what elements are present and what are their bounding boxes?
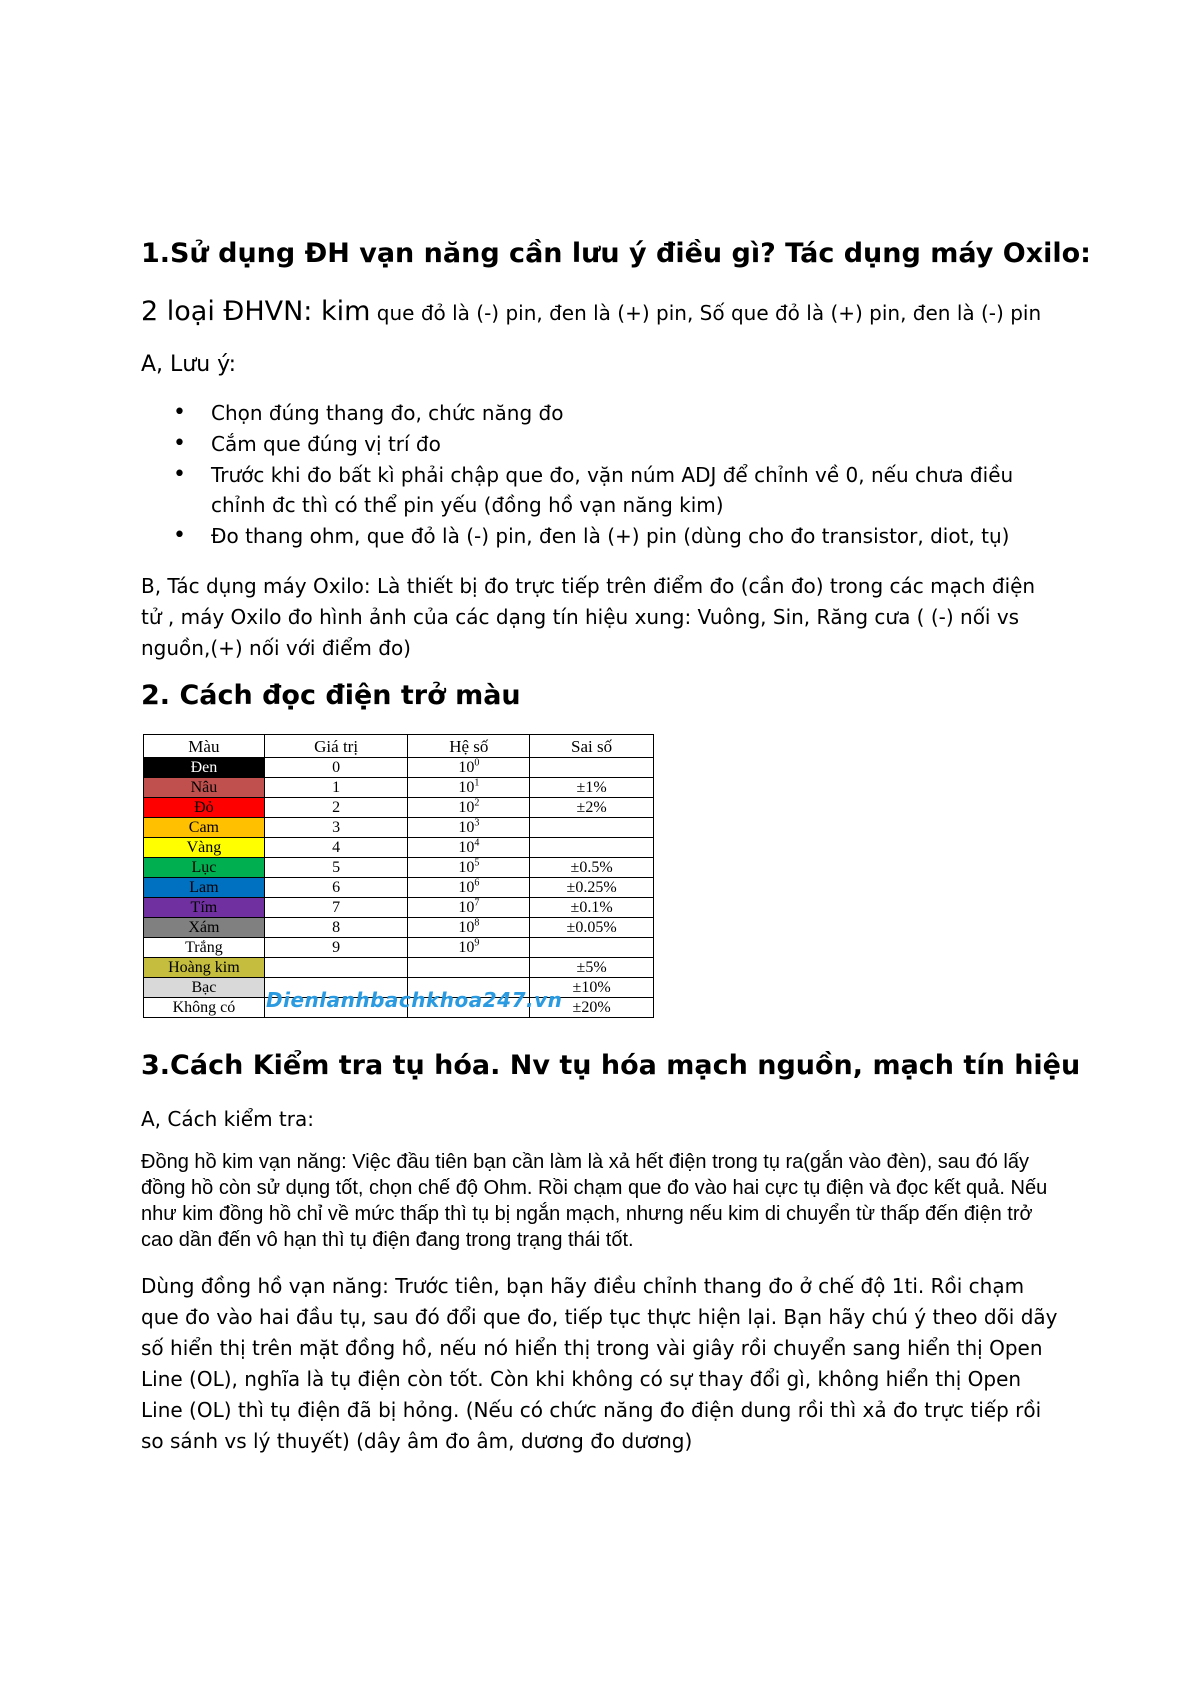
tolerance-cell: ±0.1% xyxy=(530,898,654,918)
table-row xyxy=(144,918,654,938)
color-cell: Nâu xyxy=(144,778,265,798)
multimeter-types-lead: 2 loại ĐHVN: kim xyxy=(141,296,371,327)
value-cell: 3 xyxy=(264,818,408,838)
value-cell: 8 xyxy=(264,918,408,938)
color-cell: Tím xyxy=(144,898,265,918)
color-cell: Lục xyxy=(144,858,265,878)
section-3-heading: 3.Cách Kiểm tra tụ hóa. Nv tụ hóa mạch nguồn, mạch tín hiệu xyxy=(141,1050,1081,1081)
multimeter-types-detail: que đỏ là (-) pin, đen là (+) pin, Số que đỏ là (+) pin, đen là (-) pin xyxy=(370,301,1042,325)
digital-meter-paragraph: Dùng đồng hồ vạn năng: Trước tiên, bạn hãy điều chỉnh thang đo ở chế độ 1ti. Rồi chạm que đo vào hai đầu tụ, sau đó đổi que đo, tiếp tục thực hiện lại. Bạn hãy chú ý theo dõi dãy số hiển thị trên mặt đồng hồ, nếu nó hiển thị trong vài giây rồi chuyển sang hiển thị Open Line (OL), nghĩa là tụ điện còn tốt. Còn khi không có sự thay đổi gì, không hiển thị Open Line (OL) thì tụ điện đã bị hỏng. (Nếu có chức năng đo điện dung rồi thì xả đo trực tiếp rồi so sánh vs lý thuyết) (dây âm đo âm, dương đo dương) xyxy=(141,1274,1058,1453)
notes-heading: A, Lưu ý: xyxy=(141,352,237,377)
multiplier-cell xyxy=(408,798,530,818)
tolerance-cell xyxy=(530,818,654,838)
tolerance-cell: ±0.5% xyxy=(530,858,654,878)
value-cell: 2 xyxy=(264,798,408,818)
multiplier-cell xyxy=(408,858,530,878)
value-cell: 7 xyxy=(264,898,408,918)
multiplier-cell xyxy=(408,818,530,838)
multiplier-base: 10 xyxy=(458,799,475,816)
oscilloscope-paragraph: B, Tác dụng máy Oxilo: Là thiết bị đo trực tiếp trên điểm đo (cần đo) trong các mạch điện tử , máy Oxilo đo hình ảnh của các dạng tín hiệu xung: Vuông, Sin, Răng cưa ( (-) nối vs nguồn,(+) nối với điểm đo) xyxy=(141,574,1036,660)
multiplier-cell xyxy=(408,878,530,898)
header-value: Giá trị xyxy=(264,735,408,758)
header-tolerance: Sai số xyxy=(530,735,654,758)
multiplier-cell xyxy=(408,938,530,958)
multiplier-base: 10 xyxy=(458,819,475,836)
multiplier-base: 10 xyxy=(458,839,475,856)
tolerance-cell xyxy=(530,838,654,858)
tolerance-cell xyxy=(530,758,654,778)
header-multiplier: Hệ số xyxy=(408,735,530,758)
color-cell: Lam xyxy=(144,878,265,898)
tolerance-cell: ±10% xyxy=(530,978,654,998)
tolerance-cell: ±20% xyxy=(530,998,654,1018)
tolerance-cell: ±1% xyxy=(530,778,654,798)
header-color: Màu xyxy=(144,735,265,758)
table-row xyxy=(144,798,654,818)
multiplier-exponent: 2 xyxy=(474,797,480,809)
tolerance-cell xyxy=(530,938,654,958)
value-cell: 9 xyxy=(264,938,408,958)
value-cell: 6 xyxy=(264,878,408,898)
list-item: • Cắm que đúng vị trí đo xyxy=(141,429,1061,459)
list-item: • Chọn đúng thang đo, chức năng đo xyxy=(141,398,1061,428)
multiplier-cell xyxy=(408,778,530,798)
multiplier-cell xyxy=(408,758,530,778)
color-cell: Trắng xyxy=(144,938,265,958)
multiplier-cell xyxy=(408,958,530,978)
tolerance-cell: ±5% xyxy=(530,958,654,978)
multiplier-cell xyxy=(408,898,530,918)
multiplier-base: 10 xyxy=(458,859,475,876)
table-row xyxy=(144,958,654,978)
tolerance-cell: ±0.25% xyxy=(530,878,654,898)
multiplier-exponent: 7 xyxy=(474,897,480,909)
value-cell: 5 xyxy=(264,858,408,878)
table-row xyxy=(144,838,654,858)
multiplier-base: 10 xyxy=(458,899,475,916)
color-cell: Cam xyxy=(144,818,265,838)
multiplier-base: 10 xyxy=(458,779,475,796)
multiplier-base: 10 xyxy=(458,939,475,956)
check-method-heading: A, Cách kiểm tra: xyxy=(141,1107,314,1131)
value-cell xyxy=(264,958,408,978)
multiplier-base: 10 xyxy=(458,759,475,776)
list-item: • Trước khi đo bất kì phải chập que đo, vặn núm ADJ để chỉnh về 0, nếu chưa điều chỉnh đc thì có thể pin yếu (đồng hồ vạn năng kim) xyxy=(141,460,1061,520)
section-1-heading: 1.Sử dụng ĐH vạn năng cần lưu ý điều gì? Tác dụng máy Oxilo: xyxy=(141,238,1091,269)
table-header-row xyxy=(144,735,654,758)
notes-list xyxy=(141,398,1061,552)
color-cell: Đen xyxy=(144,758,265,778)
multiplier-exponent: 9 xyxy=(474,937,480,949)
color-cell: Xám xyxy=(144,918,265,938)
tolerance-cell: ±2% xyxy=(530,798,654,818)
value-cell: 1 xyxy=(264,778,408,798)
color-cell: Vàng xyxy=(144,838,265,858)
color-cell: Bạc xyxy=(144,978,265,998)
table-row xyxy=(144,758,654,778)
color-cell: Hoàng kim xyxy=(144,958,265,978)
multiplier-exponent: 4 xyxy=(474,837,480,849)
table-row xyxy=(144,778,654,798)
resistor-color-table xyxy=(143,734,654,1028)
watermark: Dienlanhbachkhoa247.vn xyxy=(266,988,563,1012)
multiplier-exponent: 0 xyxy=(474,757,480,769)
multiplier-exponent: 3 xyxy=(474,817,480,829)
multimeter-types-line xyxy=(141,296,1041,327)
multiplier-cell xyxy=(408,838,530,858)
table-row xyxy=(144,858,654,878)
list-item: • Đo thang ohm, que đỏ là (-) pin, đen là (+) pin (dùng cho đo transistor, diot, tụ) xyxy=(141,521,1061,551)
multiplier-base: 10 xyxy=(458,919,475,936)
multiplier-base: 10 xyxy=(458,879,475,896)
multiplier-exponent: 5 xyxy=(474,857,480,869)
table-row xyxy=(144,898,654,918)
table-row xyxy=(144,878,654,898)
color-cell: Đỏ xyxy=(144,798,265,818)
multiplier-cell xyxy=(408,918,530,938)
multiplier-exponent: 1 xyxy=(474,777,480,789)
table-row xyxy=(144,938,654,958)
section-2-heading: 2. Cách đọc điện trở màu xyxy=(141,680,521,711)
multiplier-exponent: 6 xyxy=(474,877,480,889)
table-row xyxy=(144,818,654,838)
color-cell: Không có xyxy=(144,998,265,1018)
value-cell: 0 xyxy=(264,758,408,778)
analog-meter-paragraph: Đồng hồ kim vạn năng: Việc đầu tiên bạn cần làm là xả hết điện trong tụ ra(gắn vào đèn), sau đó lấy đồng hồ còn sử dụng tốt, chọn chế độ Ohm. Rồi chạm que đo vào hai cực tụ điện và đọc kết quả. Nếu như kim đồng hồ chỉ về mức thấp thì tụ bị ngắn mạch, nhưng nếu kim di chuyển từ thấp đến điện trở cao dần đến vô hạn thì tụ điện đang trong trạng thái tốt. xyxy=(141,1151,1048,1251)
tolerance-cell: ±0.05% xyxy=(530,918,654,938)
value-cell: 4 xyxy=(264,838,408,858)
multiplier-exponent: 8 xyxy=(474,917,480,929)
